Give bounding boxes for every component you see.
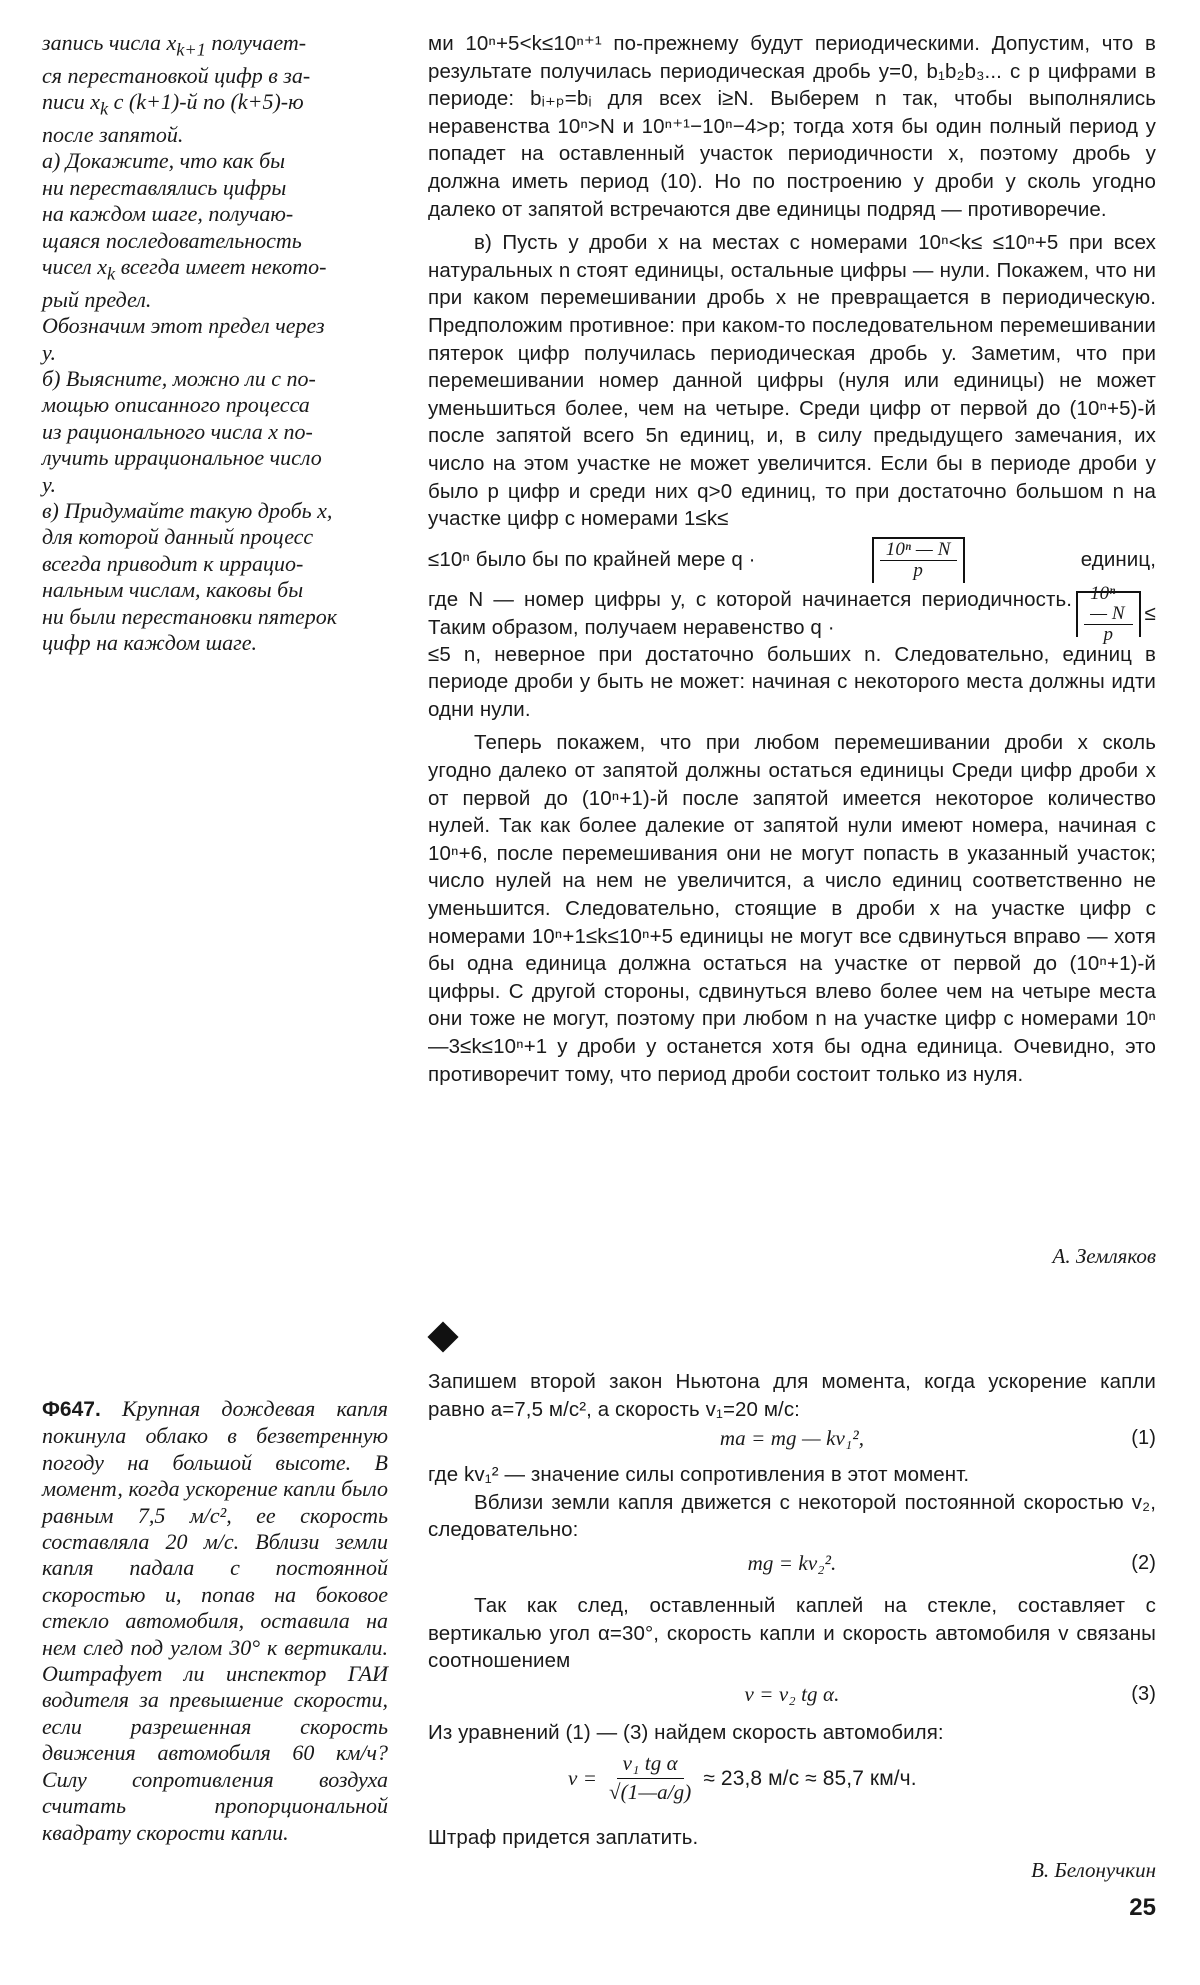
- floor-bracket: [872, 537, 965, 583]
- problem-f647: [42, 1396, 388, 1846]
- floor-bracket: [1076, 583, 1141, 646]
- solution-f647: [428, 1368, 1156, 1852]
- sidebar-line: на каждом шаге, получаю-: [42, 201, 294, 227]
- solution-conclusion: Штраф придется заплатить.: [428, 1826, 699, 1850]
- sidebar-line: запись числа $x_{k+1}$ получает-: [42, 30, 307, 60]
- sidebar-line: нальным числам, каковы бы: [42, 577, 304, 603]
- sidebar-line: после запятой.: [42, 122, 184, 147]
- sidebar-line: y.: [42, 471, 57, 497]
- solution-paragraph: ≤5 n, неверное при достаточно больших n. Следовательно, единиц в периоде дроби y быть не может: начиная с некоторого места должны идти одни нули.: [428, 642, 1156, 721]
- fraction: $\frac{\text{10ⁿ — N}}{p}$: [1084, 584, 1133, 645]
- sidebar-line: лучить иррациональное число: [42, 445, 322, 471]
- equation-1: ma = mg — kv₁², (1): [719, 1426, 1156, 1451]
- solution-paragraph: Так как след, оставленный каплей на стекле, составляет с вертикалью угол α=30°, скорость капли и скорость автомобиля v связаны соотношением: [428, 1593, 1156, 1673]
- fraction: $\frac{\text{10ⁿ — N}}{p}$: [880, 540, 957, 581]
- sidebar-line: щаяся последовательность: [42, 227, 302, 253]
- author-signature: В. Белонучкин: [1031, 1858, 1156, 1882]
- solution-paragraph: в) Пусть у дроби x на местах с номерами 10ⁿ<k≤ ≤10ⁿ+5 при всех натуральных n стоят единицы, остальные цифры — нули. Покажем, что ни при каком перемешивании дробь x не превращается в периодическую. Предположим противное: при каком-то последовательном перемешивании пятерок цифр получилась периодическая дробь y. Заметим, что при перемешивании номер данной цифры (нуля или единицы) не может уменьшиться более, чем на четыре. Среди цифр от первой до (10ⁿ+5)-й после запятой всего 5n единиц, и, в силу предыдущего замечания, их число на этом участке не может увеличится. Если бы в периоде дроби y было p цифр и среди них q>0 единиц, то при достаточно большом n на участке цифр с номерами 1≤k≤: [428, 231, 1156, 531]
- page-number: 25: [1129, 1894, 1156, 1921]
- sidebar-line: y.: [42, 339, 57, 365]
- equation-2: mg = kv₂². (2): [747, 1550, 1156, 1575]
- solution-paragraph: ми 10ⁿ+5<k≤10ⁿ⁺¹ по-прежнему будут периодическими. Допустим, что в результате получилась периодическая дробь y=0, b₁b₂b₃... с p цифрами в периоде: bᵢ₊ₚ=bᵢ для всех i≥N. Выберем n так, чтобы выполнялись неравенства 10ⁿ>N и 10ⁿ⁺¹−10ⁿ−4>p; тогда хотя бы один полный период y попадет на оставленный участок периодичности x, поэтому дробь y должна иметь период (10). Но по построению у дроби y сколь угодно далеко от запятой встречаются две единицы подряд — противоречие.: [428, 32, 1156, 221]
- sidebar-line: ни переставлялись цифры: [42, 174, 287, 200]
- solution-continuation: [428, 30, 1156, 1088]
- sidebar-line: б) Выясните, можно ли с по-: [42, 366, 316, 392]
- author-signature: А. Земляков: [1052, 1244, 1156, 1268]
- problem-text: Ф647. Крупная дождевая капля покинула облако в безветренную погоду на большой высоте. В момент, когда ускорение капли было равным 7,5 м/с², ее скорость составляла 20 м/с. Вблизи земли капля падала с постоянной скоростью u, попав на боковое стекло автомобиля, оставила на нем след под углом 30° к вертикали. Оштрафует ли инспектор ГАИ водителя за превышение скорости, если разрешенная скорость движения автомобиля 60 км/ч? Силу сопротивления воздуха считать пропорциональной квадрату скорости капли.: [42, 1396, 389, 1845]
- sidebar-line: для которой данный процесс: [42, 524, 314, 550]
- sidebar-line: цифр на каждом шаге.: [42, 630, 258, 656]
- sidebar-line: Обозначим этот предел через: [42, 313, 325, 339]
- sidebar-line: мощью описанного процесса: [42, 392, 310, 418]
- section-diamond-icon: [427, 1321, 458, 1352]
- inequality-line-2: где N — номер цифры y, с которой начинается периодичность. Таким образом, получаем неравенство q · $\frac{\text{10ⁿ — N}}{p}$ ≤: [428, 583, 1156, 646]
- fraction: $\frac{\text{v₁ tg α}}{√(1—a/g)}$: [609, 1751, 692, 1804]
- sidebar-line: ни были перестановки пятерок: [42, 603, 338, 629]
- solution-paragraph: Вблизи земли капля движется с некоторой постоянной скоростью v₂, следовательно:: [428, 1490, 1156, 1542]
- solution-paragraph: где kv₁² — значение силы сопротивления в этот момент.: [428, 1463, 970, 1487]
- sidebar-line: из рационального числа x по-: [42, 418, 313, 444]
- sidebar-line: ся перестановкой цифр в за-: [42, 62, 311, 88]
- problem-id: Ф647.: [42, 1398, 101, 1421]
- sidebar-line: а) Докажите, что как бы: [42, 148, 286, 174]
- result-formula: v = $\frac{\text{v₁ tg α}}{√(1—a/g)}$ ≈ 23,8 м/с ≈ 85,7 км/ч.: [428, 1746, 1156, 1810]
- solution-paragraph: Запишем второй закон Ньютона для момента, когда ускорение капли равно a=7,5 м/с², а скорость v₁=20 м/с:: [428, 1370, 1156, 1421]
- sidebar-line: рый предел.: [42, 286, 152, 312]
- sidebar-line: чисел $x_k$ всегда имеет некото-: [42, 254, 327, 284]
- sidebar-line: в) Придумайте такую дробь x,: [42, 498, 333, 524]
- sidebar-problem-continuation: [42, 30, 388, 657]
- inequality-line-1: ≤10ⁿ было бы по крайней мере q · $\frac{\text{10ⁿ — N}}{p}$ единиц,: [428, 533, 1156, 587]
- equation-3: v = v₂ tg α. (3): [744, 1681, 1156, 1706]
- sidebar-line: всегда приводит к иррацио-: [42, 550, 304, 576]
- solution-paragraph: Из уравнений (1) — (3) найдем скорость автомобиля:: [428, 1720, 944, 1744]
- sidebar-line: писи $x_k$ с (k+1)-й по (k+5)-ю: [42, 89, 304, 119]
- solution-paragraph: Теперь покажем, что при любом перемешивании дроби x сколь угодно далеко от запятой должны остаться единицы Среди цифр дроби x от первой до (10ⁿ+1)-й после запятой имеется некоторое количество нулей. Так как более далекие от запятой нули имеют номера, начиная с 10ⁿ+6, после перемешивания они не могут попасть в указанный участок; число нулей на нем не увеличится, а число единиц соответственно не уменьшится. Следовательно, стоящие в дроби x на участке цифр с номерами 10ⁿ+1≤k≤10ⁿ+5 единицы не могут все сдвинуться вправо — хотя бы одна единица должна остаться на участке от первой до (10ⁿ+1)-й цифры. С другой стороны, сдвинуться влево более чем на четыре места они тоже не могут, поэтому при любом n на участке цифр с номерами 10ⁿ—3≤k≤10ⁿ+1 у дроби y останется хотя бы одна единица. Очевидно, это противоречит тому, что период дроби состоит только из нуля.: [428, 731, 1156, 1086]
